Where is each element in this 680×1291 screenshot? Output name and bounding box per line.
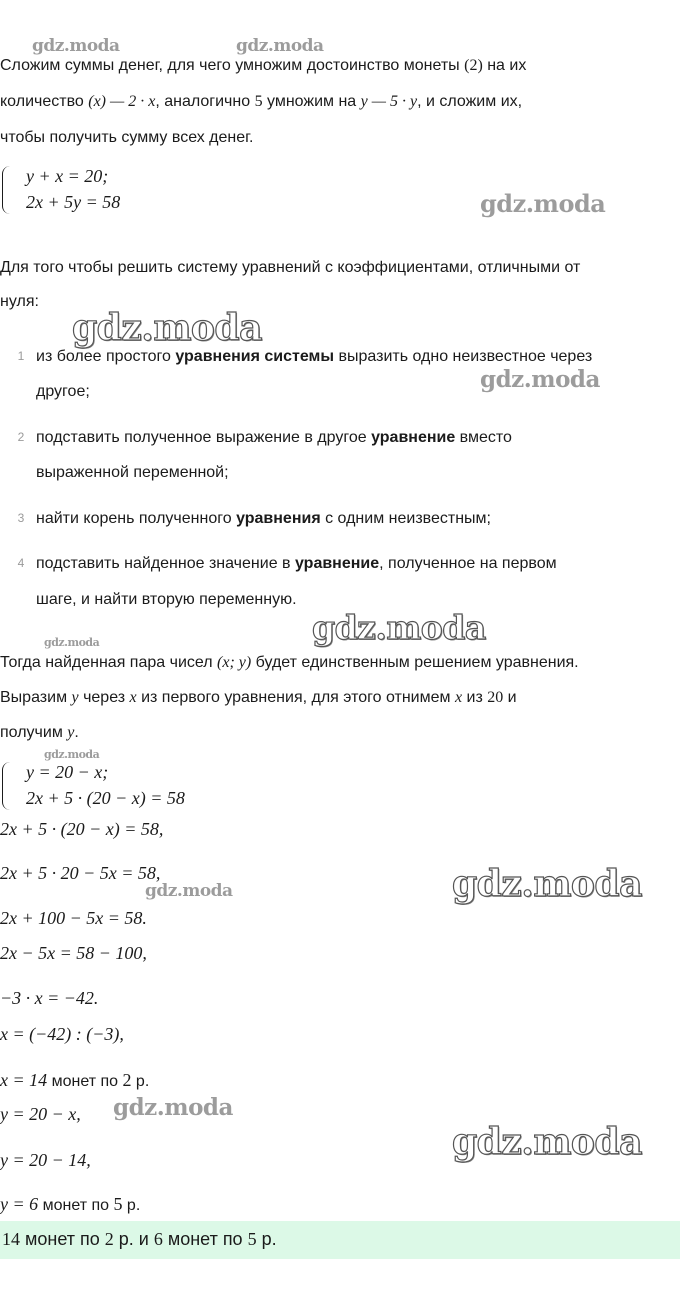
solution-step: y = 6 монет по 5 р. (0, 1194, 141, 1214)
step-number: 2 (17, 430, 25, 444)
watermark: gdz.moda (236, 36, 324, 56)
watermark: gdz.moda (480, 189, 606, 218)
answer-text: 14 монет по 2 р. и 6 монет по 5 р. (2, 1229, 277, 1249)
step-1-line-1: из более простого уравнения системы выразить одно неизвестное через (36, 348, 593, 365)
method-intro-line-2: нуля: (0, 293, 39, 310)
step-number: 1 (17, 349, 25, 363)
solution-step: 2x − 5x = 58 − 100, (0, 943, 147, 963)
watermark: gdz.moda (44, 748, 100, 761)
watermark: gdz.moda (32, 36, 120, 56)
answer-box (0, 1221, 680, 1259)
conclusion-line-3: получим y. (0, 724, 79, 741)
step-1-line-2: другое; (36, 383, 90, 400)
solution-step: x = 14 монет по 2 р. (0, 1070, 150, 1090)
watermark: gdz.moda (480, 366, 600, 393)
method-intro-line-1: Для того чтобы решить систему уравнений с коэффициентами, отличными от (0, 259, 581, 276)
solution-step: x = (−42) : (−3), (0, 1024, 124, 1044)
step-2-line-1: подставить полученное выражение в другое уравнение вместо (36, 429, 512, 446)
watermark: gdz.moda (72, 307, 262, 349)
solution-step: y = 20 − 14, (0, 1150, 91, 1170)
system2-eq1: y = 20 − x; (26, 762, 109, 782)
step-3-line-1: найти корень полученного уравнения с одним неизвестным; (36, 510, 491, 527)
solution-step: 2x + 5 · (20 − x) = 58, (0, 819, 164, 839)
conclusion-line-1: Тогда найденная пара чисел (x; y) будет единственным решением уравнения. (0, 654, 579, 671)
solution-step: 2x + 100 − 5x = 58. (0, 908, 147, 928)
watermark: gdz.moda (44, 636, 100, 649)
system-brace (2, 762, 13, 810)
intro-line-2: количество (x) — 2 · x, аналогично 5 умножим на y — 5 · y, и сложим их, (0, 93, 523, 110)
step-4-line-1: подставить найденное значение в уравнение, полученное на первом (36, 555, 557, 572)
watermark: gdz.moda (452, 1121, 642, 1163)
system1-eq2: 2x + 5y = 58 (26, 192, 121, 212)
solution-step: −3 · x = −42. (0, 988, 99, 1008)
step-number: 4 (17, 556, 25, 570)
intro-line-3: чтобы получить сумму всех денег. (0, 129, 254, 146)
conclusion-line-2: Выразим y через x из первого уравнения, для этого отнимем x из 20 и (0, 689, 517, 706)
step-2-line-2: выраженной переменной; (36, 464, 229, 481)
watermark: gdz.moda (312, 608, 486, 647)
system-brace (2, 166, 13, 214)
system2-eq2: 2x + 5 · (20 − x) = 58 (26, 788, 185, 808)
system1-eq1: y + x = 20; (26, 166, 109, 186)
watermark: gdz.moda (145, 881, 233, 901)
step-4-line-2: шаге, и найти вторую переменную. (36, 591, 297, 608)
watermark: gdz.moda (113, 1094, 233, 1121)
watermark: gdz.moda (452, 863, 642, 905)
solution-step: y = 20 − x, (0, 1104, 81, 1124)
step-number: 3 (17, 511, 25, 525)
solution-step: 2x + 5 · 20 − 5x = 58, (0, 863, 161, 883)
intro-line-1: Сложим суммы денег, для чего умножим достоинство монеты (2) на их (0, 57, 527, 74)
